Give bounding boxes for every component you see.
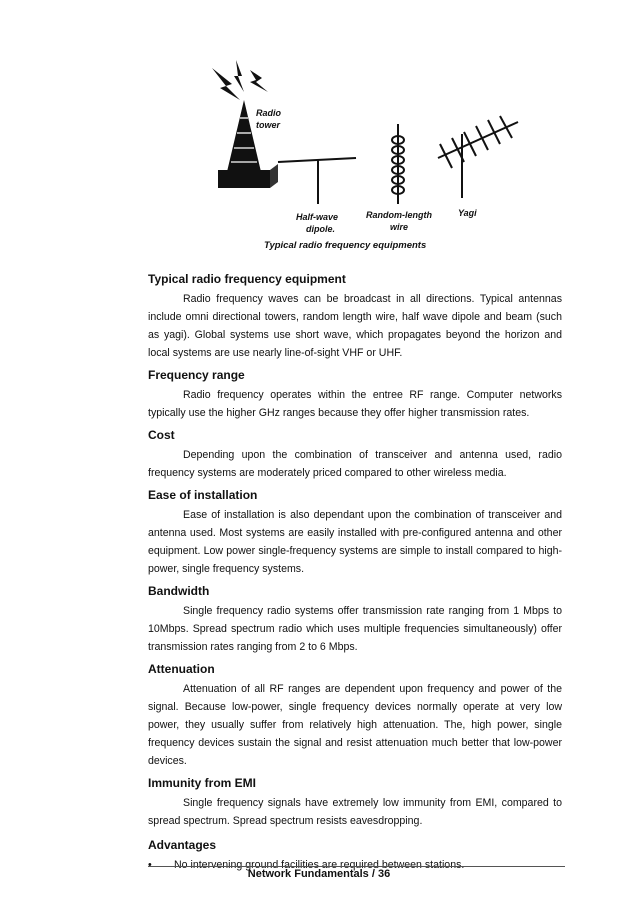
half-wave-dipole-icon	[278, 158, 356, 204]
section-heading: Ease of installation	[148, 488, 258, 502]
section-heading: Cost	[148, 428, 175, 442]
section-typical-radio-frequency-equipment	[148, 270, 562, 362]
random-length-wire-icon	[392, 124, 404, 204]
section-heading: Advantages	[148, 838, 217, 852]
figure-caption: Typical radio frequency equipments	[264, 240, 427, 251]
section-heading: Bandwidth	[148, 584, 210, 598]
radio-equipment-figure	[190, 58, 530, 263]
section-paragraph: Attenuation of all RF ranges are dependent upon frequency and power of the signal. Because low-power, single frequency devices normally operate at very low power, they usually suffer from relatively high attenuation. The, high power, single frequency devices sustain the signal and resist attenuation much better that low-power devices.	[148, 683, 562, 767]
footer-rule	[148, 866, 565, 867]
section-ease-of-installation	[148, 486, 562, 578]
section-heading: Typical radio frequency equipment	[148, 272, 346, 286]
list-item-text: No intervening ground facilities are required between stations.	[174, 859, 465, 871]
label-random-length-wire: Random-length wire	[366, 210, 432, 232]
section-heading: Immunity from EMI	[148, 776, 257, 790]
page-footer: Network Fundamentals / 36	[247, 868, 391, 880]
section-cost	[148, 426, 562, 482]
lightning-bolt-icon	[212, 60, 268, 100]
section-paragraph: Depending upon the combination of transceiver and antenna used, radio frequency systems are moderately priced compared to other wireless media.	[148, 449, 562, 479]
section-frequency-range	[148, 366, 562, 422]
section-heading: Attenuation	[148, 662, 215, 676]
label-half-wave-dipole: Half-wave dipole.	[296, 212, 339, 234]
page-body	[148, 270, 562, 874]
yagi-antenna-icon	[438, 116, 518, 198]
section-paragraph: Radio frequency waves can be broadcast in all directions. Typical antennas include omni directional towers, random length wire, half wave dipole and beam (such as yagi). Global systems use short wave, which propagates beyond the horizon and local systems are use nearly line-of-sight VHF or UHF.	[148, 293, 562, 359]
section-paragraph: Single frequency signals have extremely low immunity from EMI, compared to spread spectrum. Spread spectrum resists eavesdropping.	[148, 797, 562, 827]
section-immunity-from-emi	[148, 774, 562, 830]
bullet-icon: •	[148, 859, 152, 871]
section-paragraph: Single frequency radio systems offer transmission rate ranging from 1 Mbps to 10Mbps. Spread spectrum radio which uses multiple frequencies simultaneously) offer transmission rates ranging from 2 to 6 Mbps.	[148, 605, 562, 653]
section-paragraph: Ease of installation is also dependant upon the combination of transceiver and antenna used. Most systems are easily installed with pre-configured antenna and other equipment. Low power single-frequency systems are simple to install compared to high-power, single frequency systems.	[148, 509, 562, 575]
label-radio-tower: Radio tower	[256, 108, 282, 130]
section-bandwidth	[148, 582, 562, 656]
section-paragraph: Radio frequency operates within the entree RF range. Computer networks typically use the higher GHz ranges because they offer higher transmission rates.	[148, 389, 562, 419]
label-yagi: Yagi	[458, 208, 477, 218]
section-heading: Frequency range	[148, 368, 245, 382]
section-attenuation	[148, 660, 562, 770]
